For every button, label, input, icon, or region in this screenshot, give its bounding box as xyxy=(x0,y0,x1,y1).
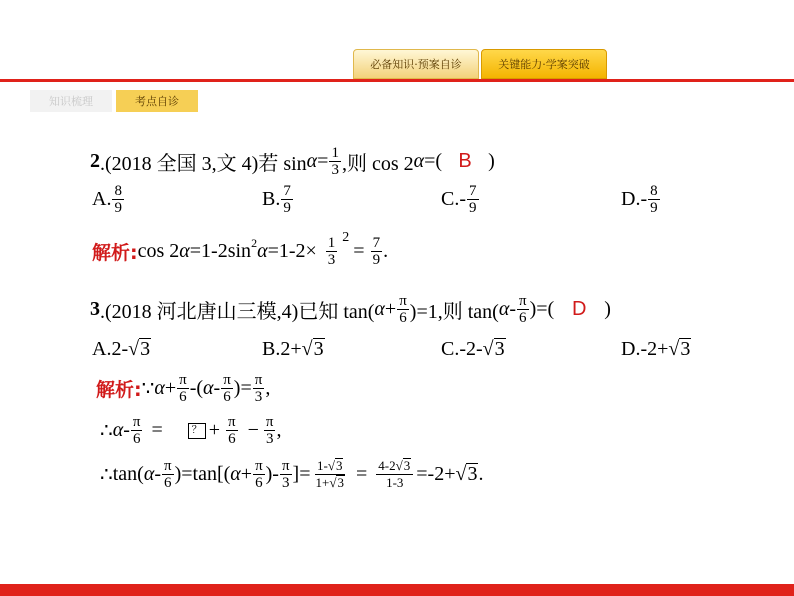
subtab-self-diagnosis[interactable]: 考点自诊 xyxy=(116,90,198,112)
q3-source: .(2018 河北唐山三模,4)已知 tan( xyxy=(100,301,375,323)
close-paren: ) xyxy=(488,150,495,172)
tan-fraction-2: 4-2√ 3 1-3 xyxy=(376,458,413,491)
q3-solution-line1: 解析: ∵ α + $\frac{\pi}{6}$ -( α - $\frac{\pi}{6}$ )= $\frac{\pi}{3}$ , xyxy=(96,372,271,405)
q3-option-c: C. -2- √ 3 xyxy=(441,338,505,360)
tab-ability[interactable]: 关键能力·学案突破 xyxy=(481,49,607,79)
tab-knowledge[interactable]: 必备知识·预案自诊 xyxy=(353,49,479,79)
q3-answer: D xyxy=(571,298,587,320)
q2-number: 2 xyxy=(90,150,100,172)
q3-number: 3 xyxy=(90,298,100,320)
alpha-symbol: α xyxy=(413,150,425,172)
therefore-symbol: ∴ xyxy=(100,420,113,442)
q2-option-b: B. $\frac{7}{9}$ xyxy=(262,183,291,216)
alpha-symbol: α xyxy=(306,150,318,172)
q2-given-fraction: $\frac{1}{3}$ xyxy=(331,145,339,178)
footer-bar xyxy=(0,584,794,596)
therefore-symbol: ∴ xyxy=(100,464,113,486)
header-divider xyxy=(0,79,794,82)
q2-option-d: D. - $\frac{8}{9}$ xyxy=(621,183,658,216)
q2-ask-end: =( xyxy=(424,150,443,172)
q2-ask: ,则 cos 2 xyxy=(341,153,414,175)
because-symbol: ∵ xyxy=(141,378,155,400)
q3-solution-line2: ∴ α - $\frac{\pi}{6}$ = ？ + $\frac{\pi}{6}$ − $\frac{\pi}{3}$ , xyxy=(100,414,282,447)
q3-option-b: B. 2+ √ 3 xyxy=(262,338,324,360)
q2-source: .(2018 全国 3,文 4)若 sin xyxy=(100,153,307,175)
tan-fraction-1: 1-√ 3 1+√ 3 xyxy=(315,458,344,490)
q2-option-a: A. $\frac{8}{9}$ xyxy=(92,183,122,216)
solution-label: 解析: xyxy=(96,379,142,401)
q3-stem: 3 .(2018 河北唐山三模,4)已知 tan( α + $\frac{\pi}{6}$ )=1,则 tan( α - $\frac{\pi}{6}$ )=( D ) xyxy=(90,293,611,326)
solution-label: 解析: xyxy=(92,242,138,264)
q3-option-d: D. -2+ √ 3 xyxy=(621,338,691,360)
q3-solution-line3: ∴ tan( α - $\frac{\pi}{6}$ )=tan[( α + $\frac{\pi}{6}$ )- $\frac{\pi}{3}$ ]= 1-√ 3 1+√ 3 = 4-2√ 3 1-3 =-2+ √ 3 . xyxy=(100,458,484,491)
q3-option-a: A. 2- √ 3 xyxy=(92,338,151,360)
placeholder-box-icon: ？ xyxy=(188,423,206,439)
q2-option-c: C. - $\frac{7}{9}$ xyxy=(441,183,477,216)
q2-stem xyxy=(90,145,495,178)
q2-answer: B xyxy=(458,150,472,172)
subtab-review[interactable]: 知识梳理 xyxy=(30,90,112,112)
equals-sign: = xyxy=(317,150,329,172)
q2-solution: 解析: cos 2 α =1-2sin 2 α =1-2× $\frac{1}{3}$ 2 = $\frac{7}{9}$ . xyxy=(92,229,389,268)
